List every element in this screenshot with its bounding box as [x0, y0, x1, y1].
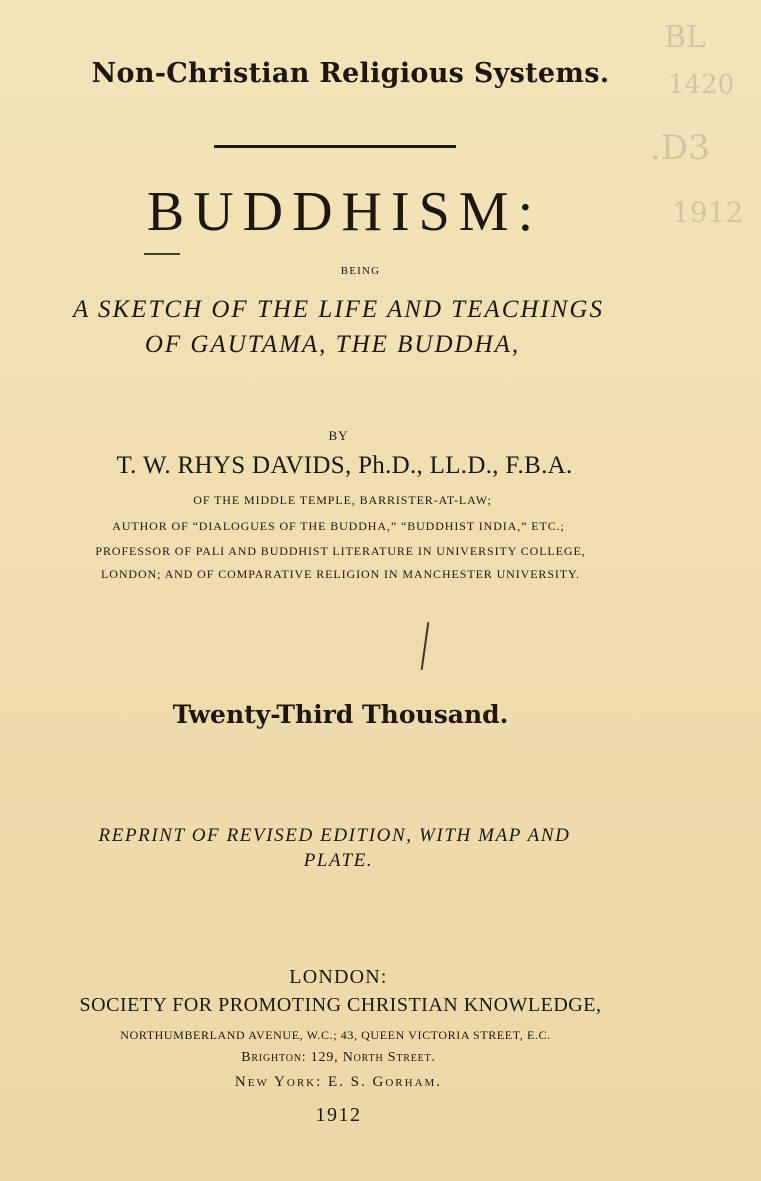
publisher-name: SOCIETY FOR PROMOTING CHRISTIAN KNOWLEDGE,	[79, 994, 602, 1016]
pencil-mark	[421, 622, 430, 670]
library-call-number-1: BL	[664, 20, 706, 55]
being-label: BEING	[340, 265, 381, 277]
subtitle-line-1: A SKETCH OF THE LIFE AND TEACHINGS	[72, 296, 604, 323]
publisher-branch-new-york: New York: E. S. Gorham.	[234, 1074, 443, 1090]
library-call-number-2: 1420	[668, 70, 735, 100]
edition-statement: Twenty-Third Thousand.	[172, 700, 509, 729]
book-title: BUDDHISM:	[146, 181, 543, 243]
author-name: T. W. RHYS DAVIDS, Ph.D., LL.D., F.B.A.	[116, 452, 573, 479]
title-rule	[214, 145, 456, 148]
publication-year: 1912	[315, 1104, 362, 1126]
library-call-number-4: 1912	[672, 196, 744, 229]
series-title: Non-Christian Religious Systems.	[91, 58, 610, 89]
library-call-number-3: .D3	[650, 128, 710, 168]
author-affiliation: OF THE MIDDLE TEMPLE, BARRISTER-AT-LAW;	[193, 493, 492, 507]
title-underline-mark	[144, 253, 180, 255]
by-label: BY	[328, 428, 349, 443]
subtitle-line-2: OF GAUTAMA, THE BUDDHA,	[144, 331, 521, 358]
reprint-note-line-1: REPRINT OF REVISED EDITION, WITH MAP AND	[98, 825, 571, 846]
publisher-branch-brighton: Brighton: 129, North Street.	[241, 1050, 436, 1065]
publisher-city: LONDON:	[289, 966, 388, 988]
author-credentials-line-3: LONDON; AND OF COMPARATIVE RELIGION IN MANCHESTER UNIVERSITY.	[101, 567, 580, 581]
author-credentials-line-2: PROFESSOR OF PALI AND BUDDHIST LITERATURE IN UNIVERSITY COLLEGE,	[95, 544, 586, 558]
author-credentials-line-1: AUTHOR OF “DIALOGUES OF THE BUDDHA,” “BUDDHIST INDIA,” ETC.;	[112, 519, 565, 533]
reprint-note-line-2: PLATE.	[303, 850, 374, 871]
publisher-address: NORTHUMBERLAND AVENUE, W.C.; 43, QUEEN VICTORIA STREET, E.C.	[120, 1028, 551, 1042]
